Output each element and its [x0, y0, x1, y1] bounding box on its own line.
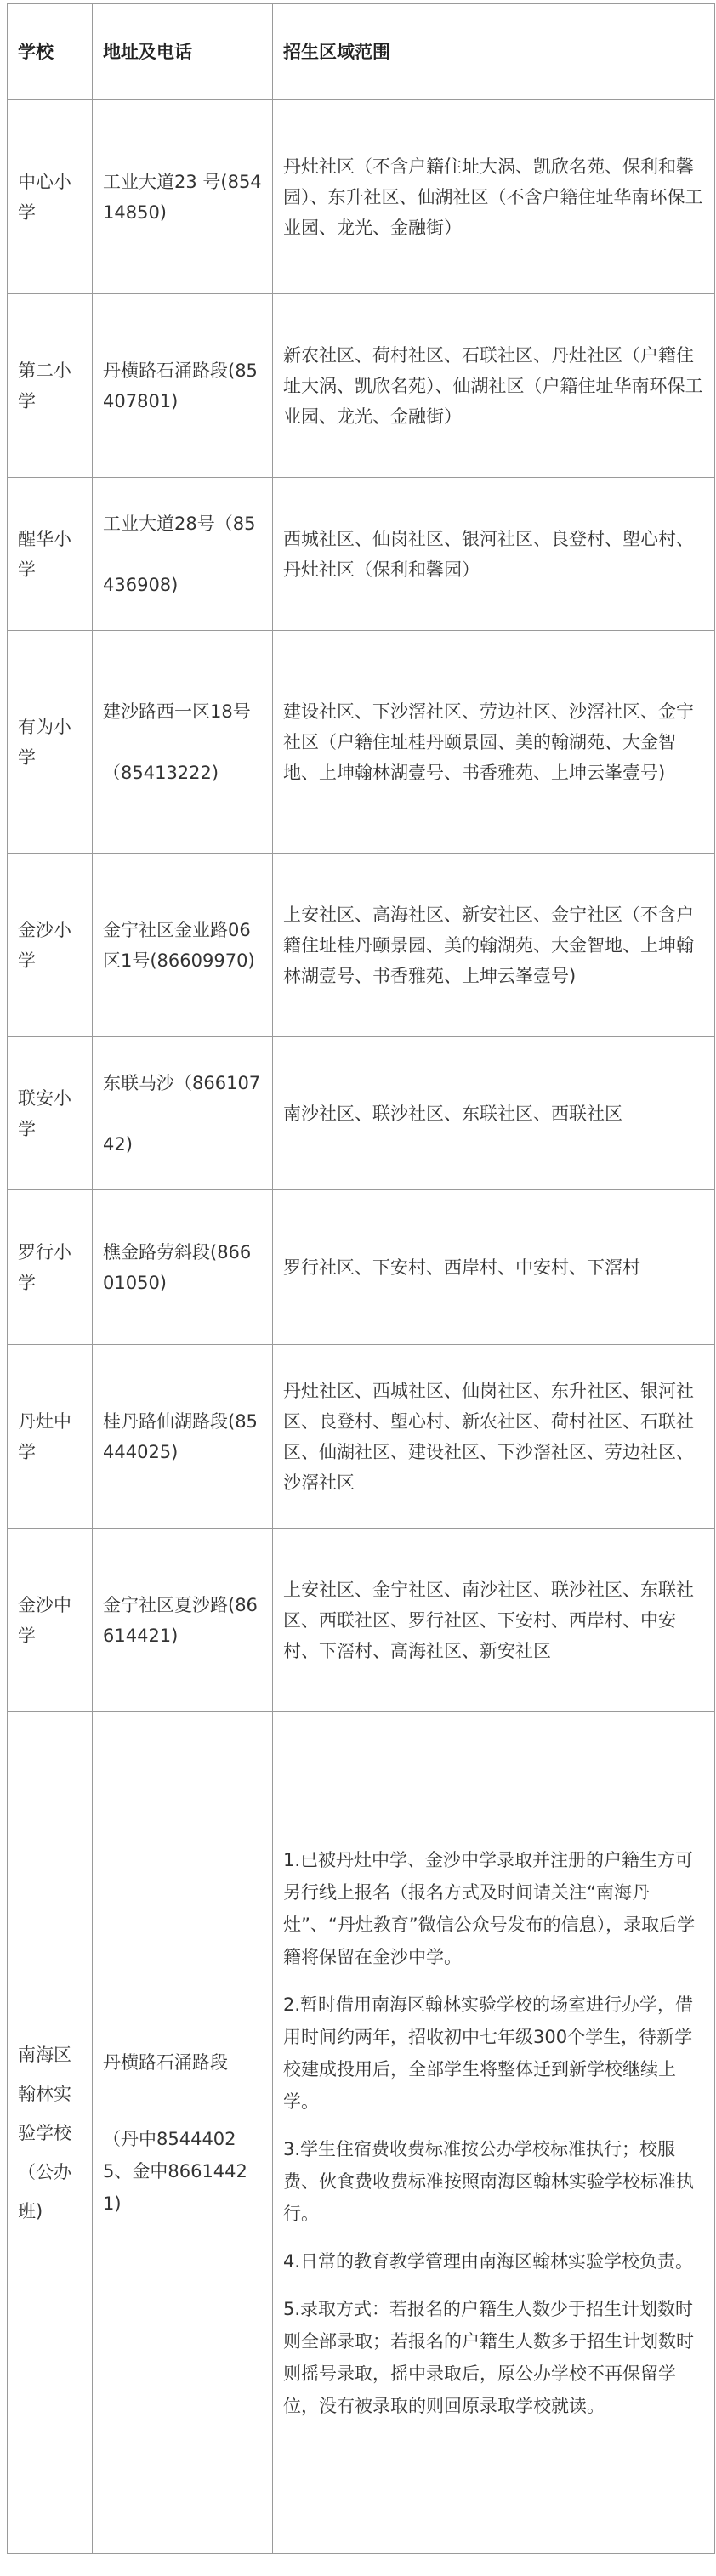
school-address: 东联马沙（86610742) — [93, 1037, 273, 1190]
table-row — [8, 1190, 715, 1345]
enrollment-rules — [273, 1712, 715, 2554]
enrollment-area: 丹灶社区、西城社区、仙岗社区、东升社区、银河社区、良登村、塱心村、新农社区、荷村社区、石联社区、仙湖社区、建设社区、下沙滘社区、劳边社区、沙滘社区 — [273, 1345, 715, 1529]
school-address: 桂丹路仙湖路段(85444025) — [93, 1345, 273, 1529]
school-name: 罗行小学 — [8, 1190, 93, 1345]
enrollment-area: 建设社区、下沙滘社区、劳边社区、沙滘社区、金宁社区（户籍住址桂丹颐景园、美的翰湖苑、大金智地、上坤翰林湖壹号、书香雅苑、上坤云峯壹号) — [273, 631, 715, 854]
header-row — [8, 4, 715, 100]
enrollment-area: 西城社区、仙岗社区、银河社区、良登村、塱心村、丹灶社区（保利和馨园） — [273, 478, 715, 631]
school-name: 金沙中学 — [8, 1529, 93, 1712]
enrollment-area: 新农社区、荷村社区、石联社区、丹灶社区（户籍住址大涡、凯欣名苑）、仙湖社区（户籍住址华南环保工业园、龙光、金融街） — [273, 294, 715, 478]
table-row — [8, 854, 715, 1037]
school-name: 第二小学 — [8, 294, 93, 478]
school-address: 金宁社区夏沙路(86614421) — [93, 1529, 273, 1712]
school-name: 南海区翰林实验学校（公办班) — [8, 1712, 93, 2554]
rule-item: 4.日常的教育教学管理由南海区翰林实验学校负责。 — [283, 2250, 694, 2272]
table-row — [8, 294, 715, 478]
header-school: 学校 — [8, 4, 93, 100]
school-address — [93, 1712, 273, 2554]
school-address: 金宁社区金业路06区1号(86609970) — [93, 854, 273, 1037]
enrollment-area: 上安社区、金宁社区、南沙社区、联沙社区、东联社区、西联社区、罗行社区、下安村、西岸村、中安村、下滘村、高海社区、新安社区 — [273, 1529, 715, 1712]
rule-item: 2.暂时借用南海区翰林实验学校的场室进行办学，借用时间约两年，招收初中七年级300个学生，待新学校建成投用后，全部学生将整体迁到新学校继续上学。 — [283, 1994, 694, 2112]
header-area: 招生区域范围 — [273, 4, 715, 100]
header-address: 地址及电话 — [93, 4, 273, 100]
table-row — [8, 1529, 715, 1712]
school-address-line: 丹横路石涌路段 — [103, 2051, 228, 2073]
school-phone-line: （丹中85444025、金中86614421) — [103, 2128, 247, 2214]
school-name: 联安小学 — [8, 1037, 93, 1190]
school-name: 有为小学 — [8, 631, 93, 854]
table-row — [8, 631, 715, 854]
school-address: 樵金路劳斜段(86601050) — [93, 1190, 273, 1345]
rule-item: 5.录取方式：若报名的户籍生人数少于招生计划数时则全部录取；若报名的户籍生人数多于招生计划数时则摇号录取，摇中录取后，原公办学校不再保留学位，没有被录取的则回原录取学校就读。 — [283, 2298, 694, 2416]
school-name: 金沙小学 — [8, 854, 93, 1037]
table-row — [8, 478, 715, 631]
rule-item: 1.已被丹灶中学、金沙中学录取并注册的户籍生方可另行线上报名（报名方式及时间请关注“南海丹灶”、“丹灶教育”微信公众号发布的信息），录取后学籍将保留在金沙中学。 — [283, 1849, 696, 1967]
school-address: 工业大道28号（85436908) — [93, 478, 273, 631]
school-address: 建沙路西一区18号（85413222) — [93, 631, 273, 854]
school-address: 工业大道23 号(85414850) — [93, 100, 273, 294]
enrollment-area: 南沙社区、联沙社区、东联社区、西联社区 — [273, 1037, 715, 1190]
enrollment-area: 丹灶社区（不含户籍住址大涡、凯欣名苑、保利和馨园）、东升社区、仙湖社区（不含户籍住址华南环保工业园、龙光、金融街） — [273, 100, 715, 294]
rule-item: 3.学生住宿费收费标准按公办学校标准执行；校服费、伙食费收费标准按照南海区翰林实验学校标准执行。 — [283, 2138, 694, 2224]
table-row — [8, 1712, 715, 2554]
school-address: 丹横路石涌路段(85407801) — [93, 294, 273, 478]
school-name: 醒华小学 — [8, 478, 93, 631]
enrollment-area: 罗行社区、下安村、西岸村、中安村、下滘村 — [273, 1190, 715, 1345]
enrollment-area: 上安社区、高海社区、新安社区、金宁社区（不含户籍住址桂丹颐景园、美的翰湖苑、大金智地、上坤翰林湖壹号、书香雅苑、上坤云峯壹号) — [273, 854, 715, 1037]
school-name: 中心小学 — [8, 100, 93, 294]
table-row — [8, 1345, 715, 1529]
table-row — [8, 1037, 715, 1190]
school-name: 丹灶中学 — [8, 1345, 93, 1529]
enrollment-table — [7, 3, 715, 2554]
table-row — [8, 100, 715, 294]
